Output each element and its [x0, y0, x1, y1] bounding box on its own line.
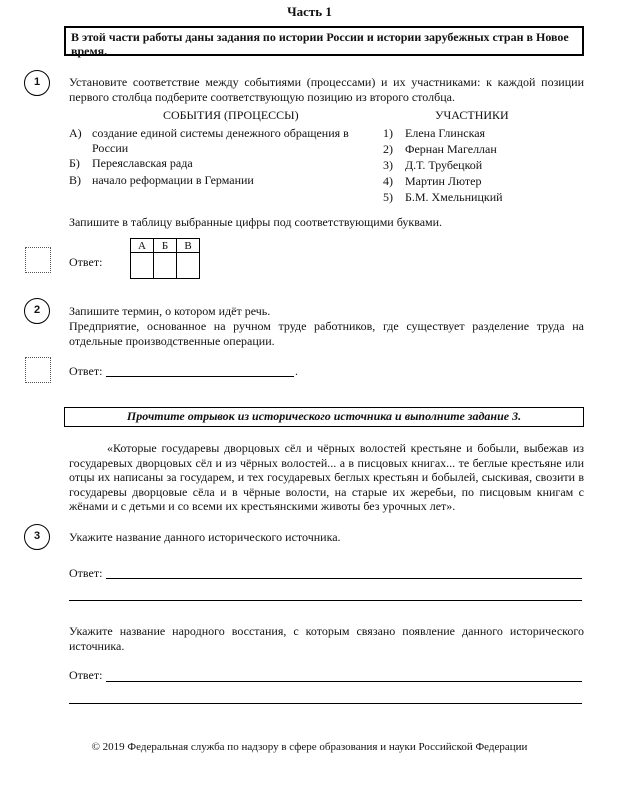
participant-num-1: 1)	[383, 126, 393, 140]
event-letter-v: В)	[69, 173, 81, 187]
answer-line-3b-1[interactable]	[106, 681, 582, 682]
participant-num-3: 3)	[383, 158, 393, 172]
table-header-v: В	[177, 239, 200, 253]
event-text-b: Переяславская рада	[92, 156, 193, 170]
answer-cell-v[interactable]	[177, 253, 200, 279]
answer-line-3a-2[interactable]	[69, 600, 582, 601]
event-letter-b: Б)	[69, 156, 80, 170]
participant-text-5: Б.М. Хмельницкий	[405, 190, 503, 204]
table-header-a: А	[131, 239, 154, 253]
participant-num-4: 4)	[383, 174, 393, 188]
participants-header: УЧАСТНИКИ	[435, 108, 509, 122]
intro-box: В этой части работы даны задания по истории России и истории зарубежных стран в Новое время.	[64, 26, 584, 56]
events-header: СОБЫТИЯ (ПРОЦЕССЫ)	[163, 108, 299, 122]
participant-text-1: Елена Глинская	[405, 126, 486, 140]
source-instruction-box: Прочтите отрывок из исторического источника и выполните задание 3.	[64, 407, 584, 427]
task3-question-2: Укажите название народного восстания, с которым связано появление данного исторического источника.	[69, 624, 584, 653]
participant-text-2: Фернан Магеллан	[405, 142, 497, 156]
answer-label-3b: Ответ:	[69, 668, 103, 682]
source-excerpt: «Которые государевы дворцовых сёл и чёрных волостей крестьяне и бобыли, выбежав из государевых дворцовых сёл и из чёрных волостей... а в писцовых книгах... те беглые крестьяне или отцы их написаны за государем, и тех государевых беглых крестьян и бобылей, сыскивая, свозити в государевы дворцовые сёла и в чёрные волости, на старые их жеребьи, по писцовым книгам с жёнами и с детьми и со всеми их крестьянскими животы без урочных лет».	[69, 441, 584, 513]
score-box-2	[25, 357, 51, 383]
task-number-2: 2	[24, 298, 50, 324]
answer-label-2: Ответ:	[69, 364, 103, 378]
answer-line-3a-1[interactable]	[106, 578, 582, 579]
task2-line1: Запишите термин, о котором идёт речь.	[69, 304, 271, 318]
answer-cell-a[interactable]	[131, 253, 154, 279]
page-title: Часть 1	[287, 4, 332, 19]
task2-line2: Предприятие, основанное на ручном труде работников, где существует разделение труда на отдельные производственные операции.	[69, 319, 584, 348]
answer-line-3b-2[interactable]	[69, 703, 582, 704]
score-box-1	[25, 247, 51, 273]
table-instruction: Запишите в таблицу выбранные цифры под соответствующими буквами.	[69, 215, 443, 229]
event-text-a: создание единой системы денежного обращения в России	[92, 126, 349, 155]
event-letter-a: А)	[69, 126, 82, 140]
participant-num-2: 2)	[383, 142, 393, 156]
task-number-3: 3	[24, 524, 50, 550]
answer-line-2[interactable]	[106, 376, 294, 377]
table-header-b: Б	[154, 239, 177, 253]
answer-period-2: .	[295, 364, 298, 378]
copyright-footer: © 2019 Федеральная служба по надзору в сфере образования и науки Российской Федерации	[91, 741, 528, 753]
event-text-v: начало реформации в Германии	[92, 173, 254, 187]
participant-text-4: Мартин Лютер	[405, 174, 482, 188]
answer-label-1: Ответ:	[69, 255, 103, 269]
answer-label-3a: Ответ:	[69, 566, 103, 580]
answer-cell-b[interactable]	[154, 253, 177, 279]
participant-num-5: 5)	[383, 190, 393, 204]
answer-table-1	[130, 238, 200, 279]
task3-question-1: Укажите название данного исторического источника.	[69, 530, 341, 544]
task-number-1: 1	[24, 70, 50, 96]
participant-text-3: Д.Т. Трубецкой	[405, 158, 483, 172]
task1-prompt: Установите соответствие между событиями (процессами) и их участниками: к каждой позиции первого столбца подберите соответствующую позицию из второго столбца.	[69, 75, 584, 104]
